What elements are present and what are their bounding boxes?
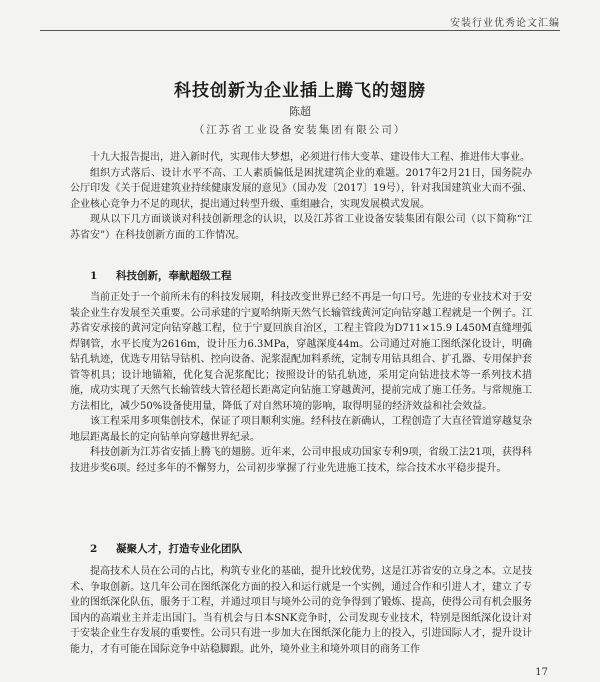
article-title: 科技创新为企业插上腾飞的翅膀 <box>174 81 426 101</box>
section-2-body <box>70 564 532 657</box>
body-paragraph: 提高技术人员在公司的占比，构筑专业化的基础，提升比较优势，这是江苏省安的立身之本。立足技术、争取创新。这几年公司在图纸深化方面的投入和运行就是一个实例，通过合作和引进人才，建立了专业的图纸深化队伍，服务于工程，并通过项目与境外公司的竞争得到了锻炼、提高，使得公司有机会服务国内的高端业主并走出国门。当有机会与日本SNK竞争时，公司发现专业技术，特别是图纸深化设计对于安装企业生存发展的重要性。公司只有进一步加大在图纸深化能力上的投入，引进国际人才，提升设计能力，才有可能在国际竞争中站稳脚跟。此外，境外业主和境外项目的商务工作 <box>70 566 532 655</box>
article-affiliation: （江苏省工业设备安装集团有限公司） <box>193 124 407 136</box>
section-1-body <box>70 290 532 476</box>
intro-section <box>70 150 532 243</box>
running-header: 安装行业优秀论文汇编 <box>450 18 560 29</box>
section-heading-2 <box>90 541 242 556</box>
intro-paragraph: 十九大报告提出，进入新时代，实现伟大梦想，必须进行伟大变革、建设伟大工程、推进伟大事业。 <box>90 152 530 163</box>
section-number: 2 <box>90 543 98 555</box>
body-paragraph: 当前正处于一个前所未有的科技发展期，科技改变世界已经不再是一句口号。先进的专业技术对于安装企业生存发展至关重要。公司承建的宁夏哈纳斯天然气长输管线黄河定向钻穿越工程就是一个例子。江苏省安承接的黄河定向钻穿越工程，位于宁夏回族自治区，工程主管段为D711×15.9 L450M直缝埋弧焊钢管，水平长度为2616m，设计压力6.3MPa，穿越深度44m。公司通过对施工图纸深化设计，明确钻孔轨迹，优选专用钻导钻机、控向设备、泥浆混配加料系统，定制专用钻具组合、扩孔器、专用保护套管等机具；设计地锚箱，优化复合泥浆配比；按照设计的钻孔轨迹，采用定向钻进技术等一系列技术措施，成功实现了天然气长输管线大管径超长距离定向钻施工穿越黄河，提前完成了施工任务。与常规施工方法相比，减少50%设备使用量，降低了对自然环境的影响，取得明显的经济效益和社会效益。 <box>70 292 532 412</box>
section-title: 科技创新，奉献超级工程 <box>116 270 232 282</box>
article-author: 陈超 <box>289 105 311 118</box>
page-number: 17 <box>535 667 548 678</box>
header-rule <box>40 30 560 31</box>
section-title: 凝聚人才，打造专业化团队 <box>116 543 242 555</box>
intro-paragraph: 现从以下几方面谈谈对科技创新理念的认识，以及江苏省工业设备安装集团有限公司（以下简称“江苏省安”）在科技创新方面的工作情况。 <box>70 214 532 241</box>
section-heading-1 <box>90 268 232 283</box>
intro-paragraph: 组织方式落后、设计水平不高、工人素质偏低是困扰建筑企业的难题。2017年2月21日，国务院办公厅印发《关于促进建筑业持续健康发展的意见》（国办发〔2017〕19号），针对我国建筑业大而不强、企业核心竞争力不足的现状，提出通过转型升级、重组融合，实现发展模式发展。 <box>70 167 532 210</box>
section-number: 1 <box>90 270 98 282</box>
body-paragraph: 科技创新为江苏省安插上腾飞的翅膀。近年来，公司申报成功国家专利9项，省级工法21项，获得科技进步奖6项。经过多年的不懈努力，公司初步掌握了行业先进施工技术，综合技术水平稳步提升。 <box>70 447 532 474</box>
body-paragraph: 该工程采用多项集创技术，保证了项目顺利实施。经科技在新确认，工程创造了大直径管道穿越复杂地层距离最长的定向钻单向穿越世界纪录。 <box>70 416 532 443</box>
